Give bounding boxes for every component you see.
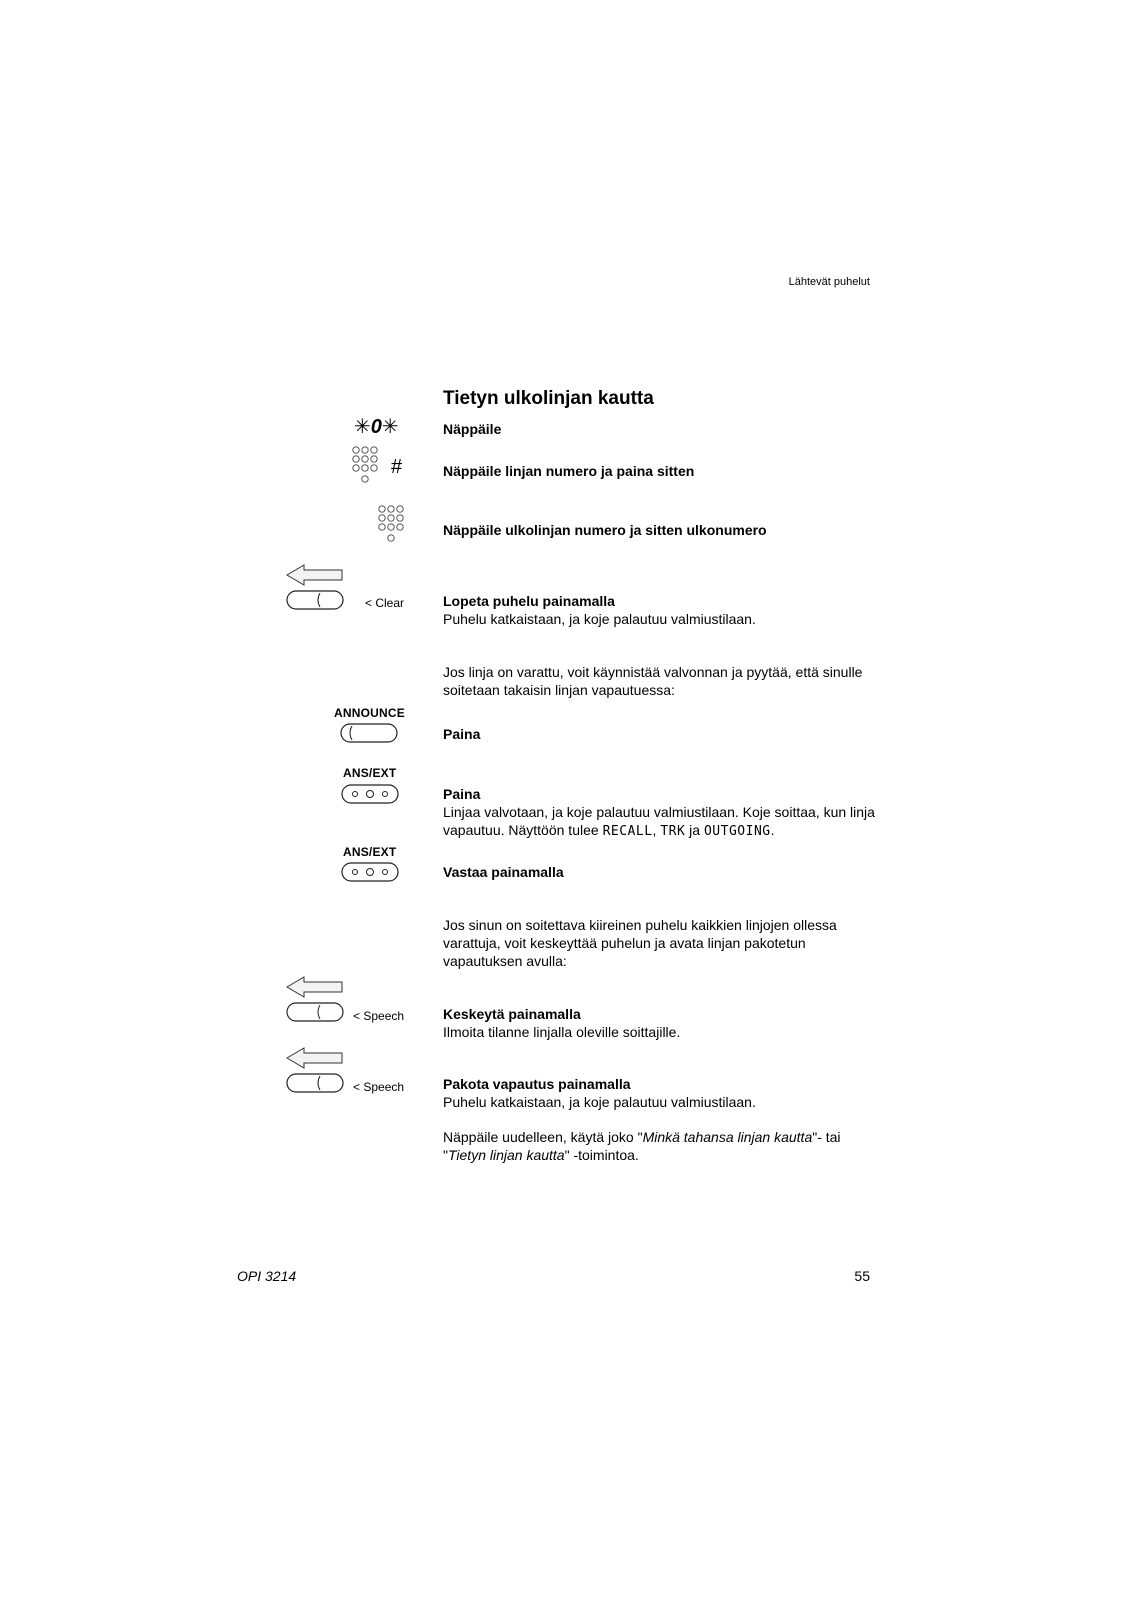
ansext-key-label: ANS/EXT bbox=[343, 766, 397, 780]
ansext-button-icon[interactable] bbox=[341, 862, 399, 882]
text-span: , bbox=[652, 822, 661, 838]
step-line-number: Näppäile linjan numero ja paina sitten bbox=[443, 463, 695, 479]
ansext-button-icon[interactable] bbox=[341, 784, 399, 804]
star-zero-star-code bbox=[354, 414, 399, 439]
display-text-outgoing: OUTGOING bbox=[703, 824, 771, 839]
text-line: soitetaan takaisin linjan vapautuessa: bbox=[443, 682, 675, 698]
page-number: 55 bbox=[854, 1268, 870, 1284]
keypad-icon bbox=[351, 446, 381, 486]
section-header: Lähtevät puhelut bbox=[788, 276, 870, 288]
text-span: ja bbox=[685, 822, 704, 838]
function-name-any-line: Minkä tahansa linjan kautta bbox=[642, 1129, 813, 1145]
text-line: Jos sinun on soitettava kiireinen puhelu kaikkien linjojen ollessa bbox=[443, 917, 837, 933]
step-end-call-title: Lopeta puhelu painamalla bbox=[443, 593, 615, 609]
text-line: varattuja, voit keskeyttää puhelun ja avata linjan pakotetun bbox=[443, 935, 806, 951]
step-intrude-text: Ilmoita tilanne linjalla oleville soittajille. bbox=[443, 1024, 681, 1040]
speech-softkey-icon[interactable] bbox=[286, 1002, 344, 1022]
step-dial-label: Näppäile bbox=[443, 421, 502, 437]
hash-key-icon: # bbox=[391, 456, 403, 478]
step-external-number: Näppäile ulkolinjan numero ja sitten ulkonumero bbox=[443, 522, 767, 538]
text-span: " -toimintoa. bbox=[564, 1147, 639, 1163]
step-answer: Vastaa painamalla bbox=[443, 864, 564, 880]
text-span: vapautuu. Näyttöön tulee bbox=[443, 822, 603, 838]
text-line bbox=[443, 1128, 841, 1146]
speech-softkey-icon[interactable] bbox=[286, 1073, 344, 1093]
star-icon: ✳ bbox=[354, 416, 371, 438]
step-monitoring-text bbox=[443, 803, 875, 841]
speech-key-label: < Speech bbox=[353, 1080, 405, 1094]
announce-button-icon[interactable] bbox=[340, 723, 398, 743]
clear-softkey-icon[interactable] bbox=[286, 590, 344, 610]
step-press-ansext: Paina bbox=[443, 786, 481, 802]
ansext-key-label: ANS/EXT bbox=[343, 845, 397, 859]
step-force-release-title: Pakota vapautus painamalla bbox=[443, 1076, 631, 1092]
paragraph-redial bbox=[443, 1128, 841, 1164]
step-intrude-title: Keskeytä painamalla bbox=[443, 1006, 581, 1022]
left-arrow-icon bbox=[286, 564, 344, 586]
paragraph-urgent-call bbox=[443, 916, 837, 970]
left-arrow-icon bbox=[286, 1047, 344, 1069]
text-line-display bbox=[443, 821, 875, 841]
text-span: . bbox=[770, 822, 775, 838]
star-icon: ✳ bbox=[381, 416, 399, 438]
speech-key-label: < Speech bbox=[353, 1009, 405, 1023]
display-text-recall: RECALL bbox=[602, 824, 653, 839]
keypad-icon bbox=[377, 505, 407, 545]
text-span: "- tai bbox=[812, 1129, 841, 1145]
text-line: vapautuksen avulla: bbox=[443, 953, 567, 969]
footer-model: OPI 3214 bbox=[237, 1268, 297, 1284]
zero-digit: 0 bbox=[370, 416, 382, 438]
text-span: Näppäile uudelleen, käytä joko " bbox=[443, 1129, 643, 1145]
announce-key-label: ANNOUNCE bbox=[334, 706, 405, 720]
display-text-trk: TRK bbox=[660, 824, 686, 839]
clear-key-label: < Clear bbox=[365, 596, 405, 610]
text-span: " bbox=[443, 1147, 448, 1163]
text-line: Linjaa valvotaan, ja koje palautuu valmiustilaan. Koje soittaa, kun linja bbox=[443, 804, 875, 820]
paragraph-busy-line bbox=[443, 663, 862, 699]
step-force-release-text: Puhelu katkaistaan, ja koje palautuu valmiustilaan. bbox=[443, 1094, 756, 1110]
page-title: Tietyn ulkolinjan kautta bbox=[443, 388, 654, 409]
left-arrow-icon bbox=[286, 976, 344, 998]
text-line: Jos linja on varattu, voit käynnistää valvonnan ja pyytää, että sinulle bbox=[443, 664, 863, 680]
step-press-announce: Paina bbox=[443, 726, 481, 742]
text-line bbox=[443, 1146, 841, 1164]
function-name-specific-line: Tietyn linjan kautta bbox=[447, 1147, 565, 1163]
step-end-call-text: Puhelu katkaistaan, ja koje palautuu valmiustilaan. bbox=[443, 611, 756, 627]
